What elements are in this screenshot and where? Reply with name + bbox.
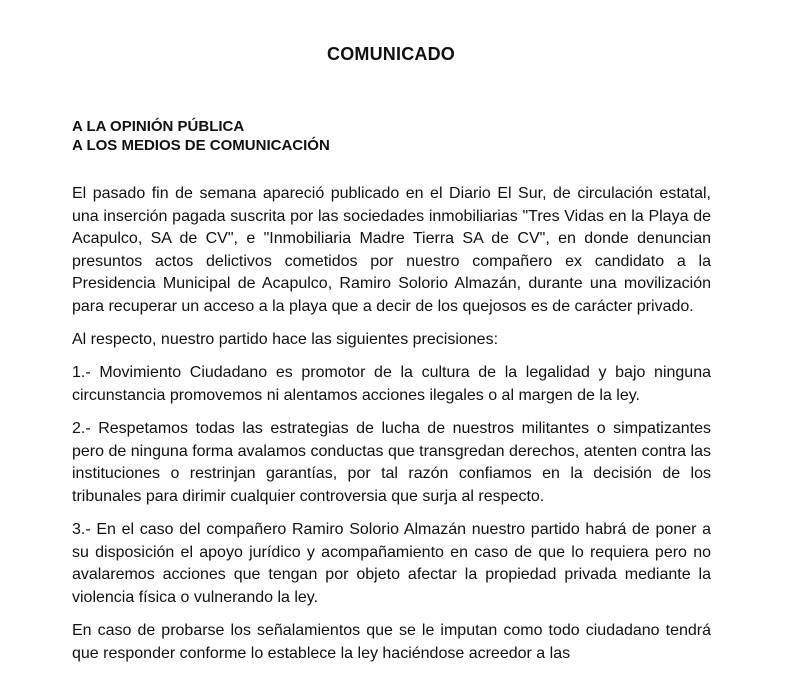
- paragraph-point-1: 1.- Movimiento Ciudadano es promotor de la cultura de la legalidad y bajo ninguna circunstancia promovemos ni alentamos acciones ilegales o al margen de la ley.: [72, 364, 711, 404]
- paragraph-closing: En caso de probarse los señalamientos que se le imputan como todo ciudadano tendrá que responder conforme lo establece la ley haciéndose acreedor a las: [72, 622, 711, 662]
- addressee-block: [72, 117, 330, 155]
- paragraph-intro: El pasado fin de semana apareció publicado en el Diario El Sur, de circulación estatal, una inserción pagada suscrita por las sociedades inmobiliarias "Tres Vidas en la Playa de Acapulco, SA de CV", e "Inmobiliaria Madre Tierra SA de CV", en donde denuncian presuntos actos delictivos cometidos por nuestro compañero ex candidato a la Presidencia Municipal de Acapulco, Ramiro Solorio Almazán, durante una movilización para recuperar un acceso a la playa que a decir de los quejosos es de carácter privado.: [72, 185, 711, 315]
- page-title: COMUNICADO: [327, 44, 455, 64]
- paragraph-precisions: Al respecto, nuestro partido hace las siguientes precisiones:: [72, 331, 499, 349]
- addressee-line-public-opinion: A LA OPINIÓN PÚBLICA: [72, 118, 245, 135]
- paragraph-point-2: 2.- Respetamos todas las estrategias de lucha de nuestros militantes o simpatizantes pero de ninguna forma avalamos conductas que transgredan derechos, atenten contra las instituciones o restrinjan garantías, por tal razón confiamos en la decisión de los tribunales para dirimir cualquier controversia que surja al respecto.: [72, 420, 711, 505]
- paragraph-point-3: 3.- En el caso del compañero Ramiro Solorio Almazán nuestro partido habrá de poner a su disposición el apoyo jurídico y acompañamiento en caso de que lo requiera pero no avalaremos acciones que tengan por objeto afectar la propiedad privada mediante la violencia física o vulnerando la ley.: [72, 521, 711, 606]
- addressee-line-media: A LOS MEDIOS DE COMUNICACIÓN: [72, 137, 330, 154]
- document-body: [72, 183, 711, 676]
